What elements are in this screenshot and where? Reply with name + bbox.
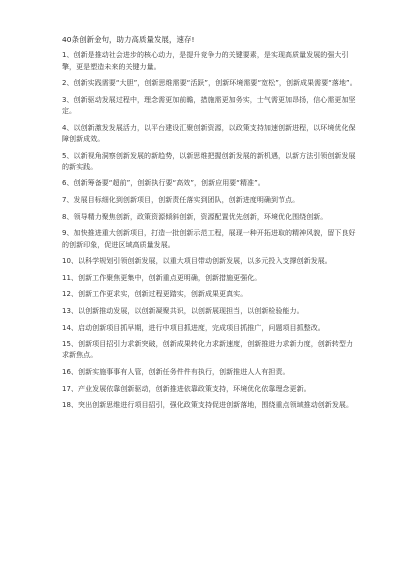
- list-item: 17、产业发展依靠创新驱动，创新推进依靠政策支持，环境优化依靠理念更新。: [62, 384, 311, 393]
- list-item: 15、创新项目招引力求新突破，创新成果转化力求新速度，创新推进力求新力度，创新转型力求新焦点。: [62, 340, 354, 360]
- list-item: 7、发展目标细化到创新项目，创新责任落实到团队，创新进度明确到节点。: [62, 196, 300, 205]
- document-body: [62, 34, 357, 417]
- list-item: 4、以创新激发发展活力，以平台建设汇聚创新资源，以政策支持加速创新进程，以环境优化保障创新成效。: [62, 123, 356, 143]
- list-item: 8、领导精力聚焦创新，政策资源倾斜创新，资源配置优先创新，环境优化围绕创新。: [62, 212, 328, 221]
- list-item: 1、创新是推动社会进步的核心动力，是提升竞争力的关键要素，是实现高质量发展的强大引擎，更是塑造未来的关键力量。: [62, 51, 349, 71]
- list-item: 10、以科学规划引领创新发展，以重大项目带动创新发展，以多元投入支撑创新发展。: [62, 257, 332, 266]
- list-item: 9、加快推进重大创新项目，打造一批创新示范工程，展现一种开拓进取的精神风貌，留下良好的创新印象，促进区域高质量发展。: [62, 229, 356, 249]
- list-item: 3、创新驱动发展过程中，理念需更加前瞻，措施需更加务实，士气需更加昂扬，信心需更加坚定。: [62, 95, 356, 116]
- list-item: 18、突出创新思维进行项目招引，强化政策支持促进创新落地，围绕重点领域推动创新发展。: [62, 401, 354, 410]
- list-item: 13、以创新推动发展，以创新凝聚共识，以创新展现担当，以创新检验能力。: [62, 306, 304, 315]
- list-item: 14、启动创新项目抓早期，进行中项目抓进度，完成项目抓推广，问题项目抓整改。: [62, 323, 325, 332]
- list-item: 11、创新工作聚焦更集中，创新重点更明确，创新措施更强化。: [62, 273, 262, 282]
- document-title: 40条创新金句，助力高质量发展，速存!: [62, 35, 195, 44]
- list-item: 5、以新视角洞察创新发展的新趋势，以新思维把握创新发展的新机遇，以新方法引领创新发展的新实践。: [62, 151, 356, 171]
- list-item: 12、创新工作更求实，创新过程更踏实，创新成果更真实。: [62, 290, 248, 299]
- list-item: 6、创新筹备要“超前”，创新执行要“高效”，创新应用要“精准”。: [62, 179, 265, 188]
- list-item: 2、创新实践需要“大胆”，创新思维需要“活跃”，创新环境需要“宽松”，创新成果需要“落地”。: [62, 79, 357, 88]
- list-item: 16、创新实施事事有人管，创新任务件件有执行，创新推进人人有担责。: [62, 367, 290, 376]
